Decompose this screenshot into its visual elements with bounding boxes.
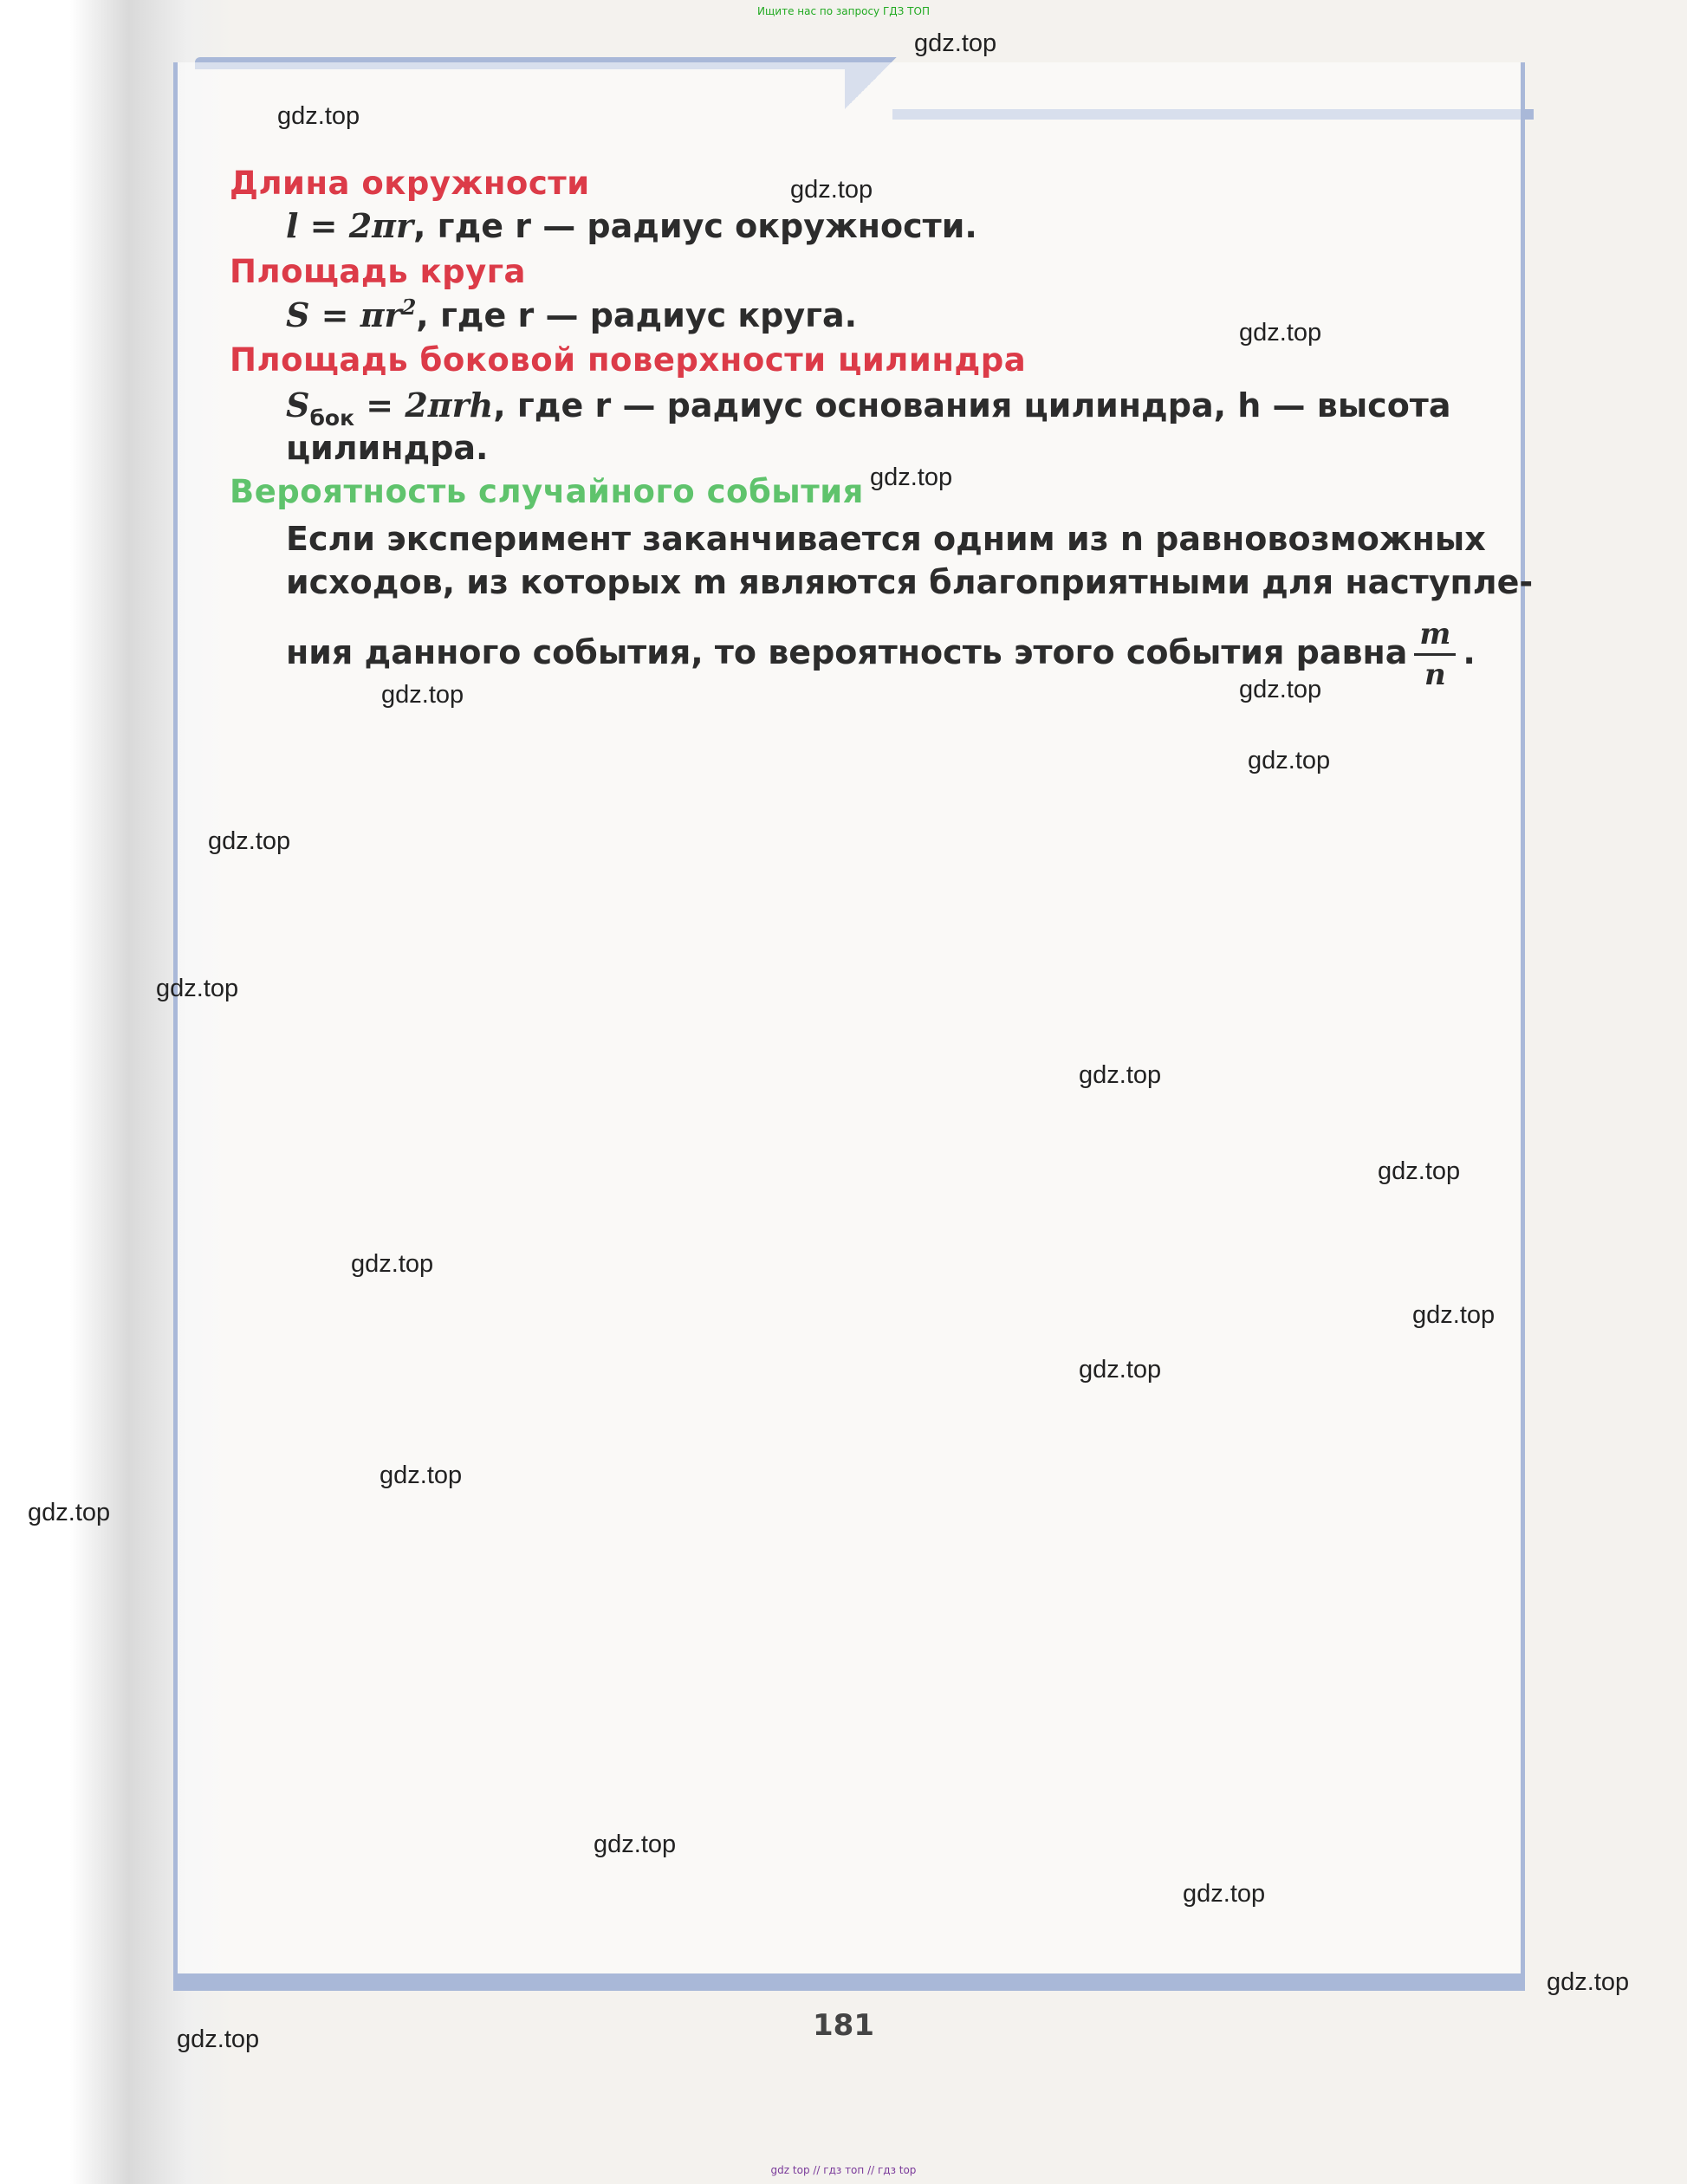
page-number: 181	[813, 2008, 874, 2043]
watermark: gdz.top	[381, 681, 464, 709]
cylinder-formula-subscript: бок	[309, 405, 355, 431]
watermark: gdz.top	[208, 827, 291, 855]
watermark: gdz.top	[1412, 1301, 1496, 1329]
circle-area-formula-power: 2	[401, 295, 417, 320]
fraction-numerator: m	[1414, 615, 1456, 656]
watermark: gdz.top	[277, 102, 360, 130]
watermark: gdz.top	[1079, 1356, 1162, 1384]
watermark: gdz.top	[28, 1499, 111, 1526]
circle-area-heading: Площадь круга	[230, 253, 527, 290]
watermark: gdz.top	[380, 1461, 463, 1489]
cylinder-area-heading: Площадь боковой поверхности цилиндра	[230, 341, 1027, 379]
watermark: gdz.top	[594, 1831, 677, 1858]
circumference-formula-line	[286, 206, 977, 245]
circle-area-formula-line	[286, 295, 857, 334]
watermark: gdz.top	[177, 2025, 260, 2053]
probability-heading: Вероятность случайного события	[230, 473, 864, 510]
circumference-formula: l = 2πr	[286, 206, 414, 245]
circle-area-text: , где r — радиус круга.	[416, 296, 858, 334]
cylinder-formula-s: S	[286, 386, 310, 424]
cylinder-formula-rest: = 2πrh	[354, 386, 494, 424]
cylinder-area-formula-line	[286, 386, 1450, 431]
probability-line1: Если эксперимент заканчивается одним из n равновозможных	[286, 520, 1486, 558]
watermark: gdz.top	[1547, 1968, 1630, 1996]
fraction-denominator: n	[1424, 658, 1446, 692]
watermark: gdz.top	[790, 176, 873, 204]
watermark: gdz.top	[914, 29, 997, 57]
probability-line3-text: ния данного события, то вероятность этого события равна	[286, 633, 1408, 671]
circumference-text: , где r — радиус окружности.	[413, 207, 977, 245]
cylinder-area-text: , где r — радиус основания цилиндра, h — высота	[493, 386, 1451, 424]
cylinder-area-formula	[286, 386, 494, 431]
top-banner: Ищите нас по запросу ГДЗ ТОП	[757, 5, 930, 17]
circle-area-formula	[286, 295, 416, 334]
probability-period: .	[1463, 633, 1476, 671]
circle-area-formula-base: S = πr	[286, 295, 402, 334]
watermark: gdz.top	[1248, 747, 1331, 774]
watermark: gdz.top	[351, 1250, 434, 1278]
watermark: gdz.top	[1239, 319, 1322, 347]
probability-fraction	[1414, 615, 1456, 694]
watermark: gdz.top	[1183, 1880, 1266, 1908]
probability-line2: исходов, из которых m являются благоприятными для наступле-	[286, 563, 1534, 601]
cylinder-area-text-line2: цилиндра.	[286, 429, 489, 467]
watermark: gdz.top	[1239, 676, 1322, 703]
watermark: gdz.top	[1079, 1061, 1162, 1089]
circumference-heading: Длина окружности	[230, 165, 590, 202]
bottom-banner: gdz top // гдз топ // гдз top	[770, 2164, 917, 2176]
watermark: gdz.top	[1378, 1157, 1461, 1185]
watermark: gdz.top	[870, 463, 953, 491]
watermark: gdz.top	[156, 975, 239, 1002]
